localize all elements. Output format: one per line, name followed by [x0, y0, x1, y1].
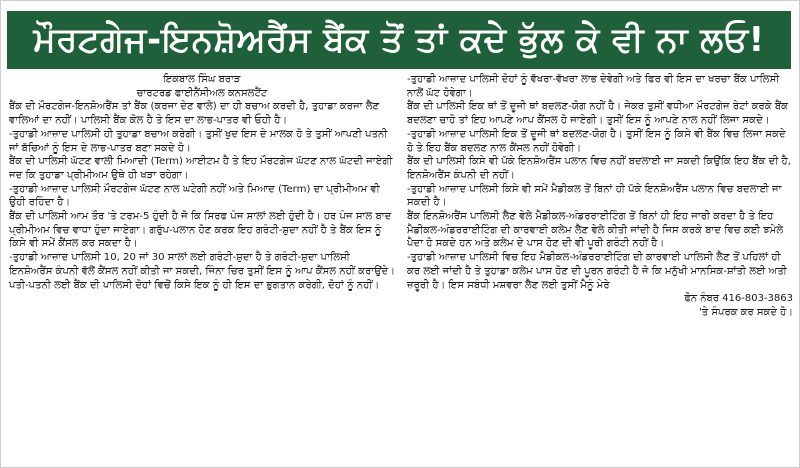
- paragraph: ਬੈਂਕ ਦੀ ਮੌਰਟਗੇਜ-ਇਨਸ਼ੋਅਰੈਂਸ ਤਾਂ ਬੈਂਕ (ਕਰਜਾ ਦੇਣ ਵਾਲੇ) ਦਾ ਹੀ ਬਚਾਅ ਕਰਦੀ ਹੈ, ਤੁਹਾਡਾ ਕਰਜਾ ਲੈਣ ਵਾਲਿਆਂ ਦਾ ਨਹੀਂ। ਪਾਲਿਸੀ ਬੈਂਕ ਕੋਲ ਹੈ ਤੇ ਇਸ ਦਾ ਲਾਭ-ਪਾਤਰ ਵੀ ਓਹੀ ਹੈ।: [9, 101, 380, 127]
- paragraph: ਬੈਂਕ ਦੀ ਪਾਲਿਸੀ ਇਕ ਥਾਂ ਤੋਂ ਦੂਜੀ ਥਾਂ ਬਦਲਣ-ਯੋਗ ਨਹੀਂ ਹੈ। ਜੇਕਰ ਤੁਸੀਂ ਵਧੀਆ ਮੌਰਟਗੇਜ ਰੇਟਾਂ ਕਰਕੇ ਬੈਂਕ ਬਦਲਣਾ ਚਾਹੋ ਤਾਂ ਇਹ ਆਪਣੇ ਆਪ ਕੈਂਸਲ ਹੋ ਜਾਏਗੀ। ਤੁਸੀਂ ਇਸ ਨੂੰ ਆਪਣੇ ਨਾਲ ਨਹੀਂ ਲਿਜਾ ਸਕਦੇ।: [407, 101, 789, 127]
- phone-number: 416-803-3863: [722, 293, 793, 305]
- author-name: ਇਕਬਾਲ ਸਿੰਘ ਬਰਾੜ: [163, 74, 241, 85]
- contact-line: [407, 292, 793, 306]
- paragraph: -ਤੁਹਾਡੀ ਆਜ਼ਾਦ ਪਾਲਿਸੀ 10, 20 ਜਾਂ 30 ਸਾਲਾਂ ਲਈ ਗਰੰਟੀ-ਸ਼ੁਦਾ ਹੈ ਤੇ ਗਰੰਟੀ-ਸ਼ੁਦਾ ਪਾਲਿਸੀ ਇਨਸ਼ੋਅਰੈਂਸ ਕੰਪਨੀ ਵੱਲੋਂ ਕੈਂਸਲ ਨਹੀਂ ਕੀਤੀ ਜਾ ਸਕਦੀ, ਜਿੰਨਾ ਚਿਰ ਤੁਸੀਂ ਇਸ ਨੂੰ ਆਪ ਕੈਂਸਲ ਨਹੀਂ ਕਰਾਉਂਦੇ।: [9, 252, 395, 277]
- paragraph: ਬੈਂਕ ਦੀ ਪਾਲਿਸੀ ਕਿਸੇ ਵੀ ਪੱਕੇ ਇਨਸ਼ੋਅਰੈਂਸ ਪਲਾਨ ਵਿਚ ਨਹੀਂ ਬਦਲਾਈ ਜਾ ਸਕਦੀ ਕਿਉਂਕਿ ਇਹ ਬੈਂਕ ਦੀ ਹੈ, ਇਨਸ਼ੋਅਰੈਂਸ ਕੰਪਨੀ ਦੀ ਨਹੀਂ।: [407, 156, 791, 181]
- paragraph: -ਤੁਹਾਡੀ ਆਜ਼ਾਦ ਪਾਲਿਸੀ ਵਿਚ ਇਹ ਮੈਡੀਕਲ-ਅੰਡਰਰਾਈਟਿੰਗ ਦੀ ਕਾਰਵਾਈ ਪਾਲਿਸੀ ਲੈਣ ਤੋਂ ਪਹਿਲਾਂ ਹੀ ਕਰ ਲਈ ਜਾਂਦੀ ਹੈ ਤੇ ਤੁਹਾਡਾ ਕਲੇਮ ਪਾਸ ਹੋਣ ਦੀ ਪੂਰਨ ਗਰੰਟੀ ਹੈ ਜੋ ਕਿ ਮਨੁੱਖੀ ਮਾਨਸਿਕ-ਸ਼ਾਂਤੀ ਲਈ ਅਤੀ ਜ਼ਰੂਰੀ ਹੈ। ਇਸ ਸਬੰਧੀ ਮਸ਼ਵਰਾ ਲੈਣ ਲਈ ਤੁਸੀਂ ਮੈਨੂੰ ਮੇਰੇ: [407, 252, 787, 291]
- paragraph: ਬੈਂਕ ਦੀ ਪਾਲਿਸੀ ਘੱਟਣ ਵਾਲੀ ਮਿਆਦੀ (Term) ਆਈਟਮ ਹੈ ਤੇ ਇਹ ਮੌਰਟਗੇਜ ਘੱਟਣ ਨਾਲ ਘੱਟਦੀ ਜਾਏਗੀ ਜਦ ਕਿ ਤੁਹਾਡਾ ਪ੍ਰੀਮੀਅਮ ਉਥੇ ਹੀ ਖੜਾ ਰਹੇਗਾ।: [9, 156, 393, 181]
- contact-closing: 'ਤੇ ਸੰਪਰਕ ਕਰ ਸਕਦੇ ਹੋ।: [699, 306, 793, 318]
- paragraph: -ਤੁਹਾਡੀ ਆਜ਼ਾਦ ਪਾਲਿਸੀ ਦੋਹਾਂ ਨੂੰ ਵੱਖਰਾ-ਵੱਖਰਾ ਲਾਭ ਦੇਵੇਗੀ ਅਤੇ ਫਿਰ ਵੀ ਇਸ ਦਾ ਖਰਚਾ ਬੈਂਕ ਪਾਲਿਸੀ ਨਾਲੋਂ ਘੱਟ ਹੋਵੇਗਾ।: [407, 74, 780, 99]
- phone-label: ਫੋਨ ਨੰਬਰ: [684, 293, 719, 305]
- author-designation: ਚਾਰਟਰਡ ਫਾਈਨੈਂਸੀਅਲ ਕਨਸਲਟੈਂਟ: [136, 87, 268, 99]
- paragraph: -ਤੁਹਾਡੀ ਆਜ਼ਾਦ ਪਾਲਿਸੀ ਇਕ ਤੋਂ ਦੂਜੀ ਥਾਂ ਬਦਲਣ-ਯੋਗ ਹੈ। ਤੁਸੀਂ ਇਸ ਨੂੰ ਕਿਸੇ ਵੀ ਬੈਂਕ ਵਿਚ ਲਿਜਾ ਸਕਦੇ ਹੋ ਤੇ ਇਹ ਬੈਂਕ ਬਦਲਣ ਨਾਲ ਕੈਂਸਲ ਨਹੀਂ ਹੋਵੇਗੀ।: [407, 128, 786, 154]
- paragraph: -ਤੁਹਾਡੀ ਆਜ਼ਾਦ ਪਾਲਿਸੀ ਮੌਰਟਗੇਜ ਘੱਟਣ ਨਾਲ ਘਟੇਗੀ ਨਹੀਂ ਅਤੇ ਮਿਆਦ (Term) ਦਾ ਪ੍ਰੀਮੀਅਮ ਵੀ ਉਹੀ ਰਹਿੰਦਾ ਹੈ।: [9, 183, 380, 209]
- paragraph: -ਤੁਹਾਡੀ ਆਜ਼ਾਦ ਪਾਲਿਸੀ ਕਿਸੇ ਵੀ ਸਮੇਂ ਮੈਡੀਕਲ ਤੋਂ ਬਿਨਾਂ ਹੀ ਪੱਕੇ ਇਨਸ਼ੋਅਰੈਂਸ ਪਲਾਨ ਵਿਚ ਬਦਲਾਈ ਜਾ ਸਕਦੀ ਹੈ।: [407, 183, 782, 209]
- article-body: [9, 73, 793, 465]
- paragraph: ਬੈਂਕ ਦੀ ਪਾਲਿਸੀ ਆਮ ਤੌਰ 'ਤੇ ਟਰਮ-5 ਹੁੰਦੀ ਹੈ ਜੋ ਕਿ ਸਿਰਫ ਪੰਜ ਸਾਲਾਂ ਲਈ ਹੁੰਦੀ ਹੈ। ਹਰ ਪੰਜ ਸਾਲ ਬਾਦ ਪ੍ਰੀਮੀਅਮ ਵਿਚ ਵਾਧਾ ਹੁੰਦਾ ਜਾਏਗਾ। ਗਰੁੱਪ-ਪਲਾਨ ਹੋਣ ਕਰਕ ਇਹ ਗਰੰਟੀ-ਸ਼ੁਦਾ ਨਹੀਂ ਹੈ ਤੇ ਬੈਂਕ ਇਸ ਨੂੰ ਕਿਸੇ ਵੀ ਸਮੇਂ ਕੈਂਸਲ ਕਰ ਸਕਦਾ ਹੈ।: [9, 211, 392, 250]
- paragraph: -ਤੁਹਾਡੀ ਆਜ਼ਾਦ ਪਾਲਿਸੀ ਹੀ ਤੁਹਾਡਾ ਬਚਾਅ ਕਰੇਗੀ। ਤੁਸੀਂ ਖੁਦ ਇਸ ਦੇ ਮਾਲਕ ਹੋ ਤੇ ਤੁਸੀਂ ਆਪਣੀ ਪਤਨੀ ਜਾਂ ਬੱਚਿਆਂ ਨੂੰ ਇਸ ਦੇ ਲਾਭ-ਪਾਤਰ ਬਣਾ ਸਕਦੇ ਹੋ।: [9, 128, 388, 154]
- headline-banner: [7, 11, 791, 69]
- paragraph: ਪਤੀ-ਪਤਨੀ ਲਈ ਬੈਂਕ ਦੀ ਪਾਲਿਸੀ ਦੋਹਾਂ ਵਿਚੋਂ ਕਿਸੇ ਇਕ ਨੂੰ ਹੀ ਇਸ ਦਾ ਭੁਗਤਾਨ ਕਰੇਗੀ, ਦੋਹਾਂ ਨੂੰ ਨਹੀਂ।: [9, 279, 380, 291]
- left-column: [9, 73, 395, 465]
- headline-title: ਮੌਰਟਗੇਜ-ਇਨਸ਼ੋਅਰੈਂਸ ਬੈਂਕ ਤੋਂ ਤਾਂ ਕਦੇ ਭੁੱਲ ਕੇ ਵੀ ਨਾ ਲਓ!: [33, 20, 765, 60]
- right-column: [407, 73, 793, 465]
- paragraph: ਬੈਂਕ ਇਨਸ਼ੋਅਰੈਂਸ ਪਾਲਿਸੀ ਲੈਣ ਵੇਲੇ ਮੈਡੀਕਲ-ਅੰਡਰਰਾਈਟਿੰਗ ਤੋਂ ਬਿਨਾਂ ਹੀ ਇਹ ਜਾਰੀ ਕਰਦਾ ਹੈ ਤੇ ਇਹ ਮੈਡੀਕਲ-ਅੰਡਰਰਾਈਟਿੰਗ ਦੀ ਕਾਰਵਾਈ ਕਲੇਮ ਲੈਣ ਵੇਲੇ ਕੀਤੀ ਜਾਂਦੀ ਹੈ ਜਿਸ ਕਰਕੇ ਬਾਦ ਵਿਚ ਕਈ ਝਮੇਲੇ ਪੈਦਾ ਹੋ ਸਕਦੇ ਹਨ ਅਤੇ ਕਲੇਮ ਦੇ ਪਾਸ ਹੋਣ ਦੀ ਵੀ ਪੂਰੀ ਗਰੰਟੀ ਨਹੀਂ ਹੈ।: [407, 211, 784, 250]
